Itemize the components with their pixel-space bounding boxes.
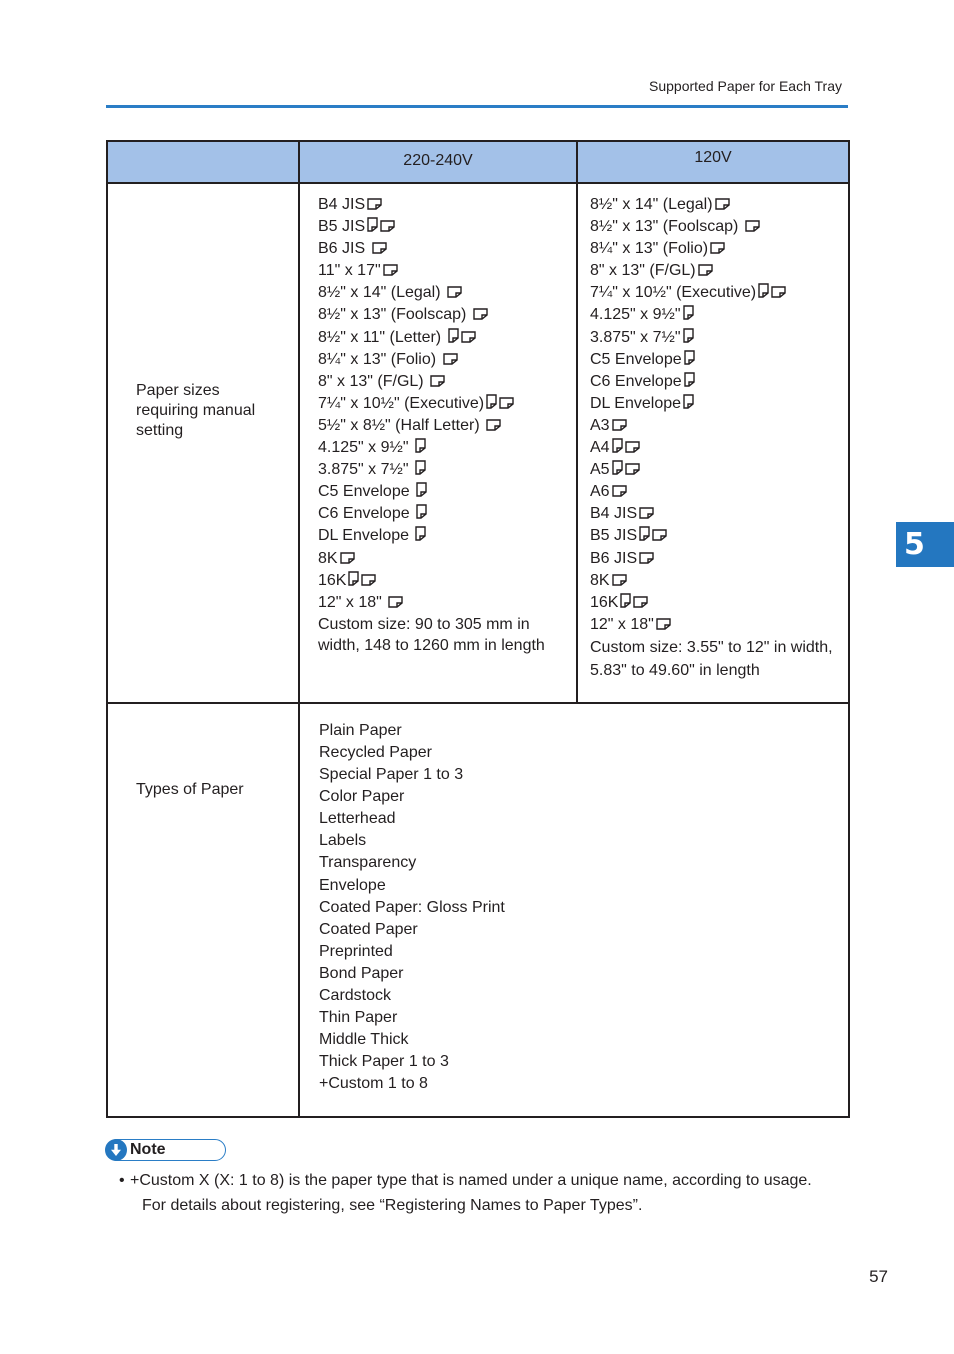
landscape-paper-icon: [473, 305, 488, 327]
paper-size-item: [318, 437, 568, 459]
paper-size-item: [590, 503, 840, 525]
paper-size-text: 8½" x 13" (Foolscap): [318, 306, 471, 324]
paper-size-item: [590, 481, 840, 503]
paper-size-item: [590, 327, 840, 349]
paper-size-item: [318, 371, 568, 393]
paper-size-text: 8¼" x 13" (Folio): [590, 240, 709, 258]
paper-types-cell: [299, 703, 849, 1117]
portrait-paper-icon: [620, 593, 631, 615]
landscape-paper-icon: [639, 504, 654, 526]
landscape-paper-icon: [612, 416, 627, 438]
paper-size-text: 8¼" x 13" (Folio): [318, 350, 441, 368]
portrait-paper-icon: [684, 372, 695, 394]
paper-size-item: [318, 216, 568, 238]
paper-size-text: 8½" x 14" (Legal): [590, 196, 713, 213]
landscape-paper-icon: [625, 438, 640, 460]
paper-size-text: 11" x 17": [318, 262, 381, 280]
portrait-paper-icon: [415, 460, 426, 482]
paper-size-text: 3.875" x 7½": [318, 461, 413, 479]
landscape-paper-icon: [652, 526, 667, 548]
landscape-paper-icon: [771, 283, 786, 305]
note-label: Note: [130, 1141, 166, 1158]
landscape-paper-icon: [625, 460, 640, 482]
paper-size-item: [318, 548, 568, 570]
paper-size-text: 8½" x 11" (Letter): [318, 328, 446, 346]
portrait-paper-icon: [758, 283, 769, 305]
paper-size-item: [318, 282, 568, 304]
paper-size-text: 7¼" x 10½" (Executive): [318, 394, 485, 412]
note-line-1: [119, 1168, 849, 1193]
paper-type-item: Thin Paper: [319, 1009, 398, 1027]
paper-size-item: [590, 194, 840, 216]
size-list-220-240v: [318, 194, 568, 614]
portrait-paper-icon: [348, 571, 359, 593]
row-label-types-of-paper: Types of Paper: [136, 780, 244, 798]
paper-size-item: [318, 570, 568, 592]
table-row-paper-types: [107, 703, 849, 1117]
header-cell-220-240v: [299, 141, 577, 183]
paper-size-item: [318, 238, 568, 260]
paper-size-item: [590, 393, 840, 415]
portrait-paper-icon: [683, 305, 694, 327]
landscape-paper-icon: [710, 239, 725, 261]
landscape-paper-icon: [380, 217, 395, 239]
paper-size-item: [590, 437, 840, 459]
landscape-paper-icon: [486, 416, 501, 438]
paper-size-text: B4 JIS: [318, 196, 366, 213]
paper-size-item: [590, 238, 840, 260]
paper-size-text: B5 JIS: [590, 527, 638, 545]
paper-size-text: B6 JIS: [318, 240, 370, 258]
paper-size-item: [590, 304, 840, 326]
chapter-tab: 5: [896, 522, 954, 567]
paper-size-text: 8" x 13" (F/GL): [590, 262, 696, 280]
landscape-paper-icon: [633, 593, 648, 615]
paper-size-item: [318, 459, 568, 481]
paper-type-item: Plain Paper: [319, 721, 402, 739]
paper-size-item: [318, 592, 568, 614]
paper-type-item: Transparency: [319, 854, 417, 872]
portrait-paper-icon: [448, 328, 459, 350]
landscape-paper-icon: [361, 571, 376, 593]
note-text-line-1: +Custom X (X: 1 to 8) is the paper type that is named under a unique name, according to usage.: [130, 1172, 812, 1189]
paper-size-item: [590, 525, 840, 547]
table-row-paper-sizes: [107, 183, 849, 703]
paper-size-text: 5½" x 8½" (Half Letter): [318, 416, 485, 434]
paper-type-item: Bond Paper: [319, 964, 404, 982]
landscape-paper-icon: [443, 350, 458, 372]
paper-size-item: [590, 570, 840, 592]
header-cell-120v: [577, 141, 849, 183]
paper-type-item: Envelope: [319, 876, 386, 894]
portrait-paper-icon: [416, 482, 427, 504]
portrait-paper-icon: [367, 217, 378, 239]
landscape-paper-icon: [461, 328, 476, 350]
landscape-paper-icon: [372, 239, 387, 261]
paper-type-item: Recycled Paper: [319, 743, 432, 761]
paper-size-item: [590, 282, 840, 304]
paper-size-text: C5 Envelope: [318, 483, 415, 501]
paper-size-text: 16K: [318, 571, 347, 589]
paper-type-item: Coated Paper: [319, 920, 418, 938]
paper-size-text: 4.125" x 9½": [590, 306, 681, 324]
header-label-120v: 120V: [694, 149, 732, 166]
paper-size-text: C5 Envelope: [590, 350, 682, 368]
paper-size-text: DL Envelope: [318, 527, 414, 545]
note-text-line-2: For details about registering, see “Registering Names to Paper Types”.: [142, 1197, 643, 1214]
paper-size-text: 3.875" x 7½": [590, 328, 681, 346]
paper-size-text: 12" x 18": [590, 615, 654, 633]
page-number: 57: [869, 1267, 888, 1286]
landscape-paper-icon: [430, 372, 445, 394]
paper-size-text: A5: [590, 461, 610, 479]
paper-size-item: [318, 525, 568, 547]
paper-size-item: [590, 349, 840, 371]
size-list-120v: [590, 194, 840, 636]
paper-size-text: C6 Envelope: [590, 372, 682, 390]
landscape-paper-icon: [656, 615, 671, 637]
paper-size-text: 12" x 18": [318, 593, 387, 611]
header-cell-blank: [107, 141, 299, 183]
sizes-cell-220-240v: [299, 183, 577, 703]
portrait-paper-icon: [683, 394, 694, 416]
header-label-220-240v: 220-240V: [403, 152, 473, 169]
paper-size-item: [590, 592, 840, 614]
paper-size-text: 16K: [590, 593, 619, 611]
paper-size-item: [590, 260, 840, 282]
paper-size-item: [318, 304, 568, 326]
paper-size-text: A4: [590, 439, 610, 457]
paper-size-item: [590, 459, 840, 481]
row-label-paper-sizes: Paper sizes requiring manual setting: [136, 382, 256, 440]
paper-size-item: [318, 481, 568, 503]
paper-size-item: [318, 503, 568, 525]
custom-size-220-240v: Custom size: 90 to 305 mm in width, 148 to 1260 mm in length: [318, 615, 545, 654]
paper-type-item: Thick Paper 1 to 3: [319, 1053, 449, 1071]
portrait-paper-icon: [415, 526, 426, 548]
landscape-paper-icon: [715, 195, 730, 217]
portrait-paper-icon: [639, 526, 650, 548]
paper-size-text: B6 JIS: [590, 549, 638, 567]
note-badge: [106, 1139, 226, 1161]
paper-size-text: 8½" x 13" (Foolscap): [590, 218, 743, 236]
paper-size-item: [318, 349, 568, 371]
paper-type-item: +Custom 1 to 8: [319, 1075, 428, 1093]
paper-size-text: B5 JIS: [318, 218, 366, 236]
row-label-cell-types: [107, 703, 299, 1117]
running-head: Supported Paper for Each Tray: [649, 78, 842, 94]
paper-size-text: A3: [590, 416, 610, 434]
paper-size-text: 7¼" x 10½" (Executive): [590, 284, 757, 302]
portrait-paper-icon: [416, 504, 427, 526]
paper-type-item: Labels: [319, 832, 367, 850]
portrait-paper-icon: [683, 328, 694, 350]
landscape-paper-icon: [383, 261, 398, 283]
paper-size-text: 8K: [318, 549, 338, 567]
portrait-paper-icon: [612, 438, 623, 460]
custom-size-120v: Custom size: 3.55" to 12" in width, 5.83" to 49.60" in length: [590, 638, 833, 679]
row-label-cell-sizes: [107, 183, 299, 703]
paper-size-text: 4.125" x 9½": [318, 439, 413, 457]
paper-size-item: [318, 194, 568, 216]
portrait-paper-icon: [486, 394, 497, 416]
paper-size-item: [590, 371, 840, 393]
header-rule: [106, 105, 848, 108]
portrait-paper-icon: [612, 460, 623, 482]
paper-size-item: [318, 393, 568, 415]
paper-type-item: Cardstock: [319, 987, 392, 1004]
bullet: •: [119, 1172, 125, 1189]
paper-size-text: B4 JIS: [590, 505, 638, 523]
paper-size-item: [590, 614, 840, 636]
paper-types-list: [319, 720, 840, 1096]
paper-size-text: 8½" x 14" (Legal): [318, 284, 445, 302]
sizes-cell-120v: [577, 183, 849, 703]
paper-size-item: [318, 327, 568, 349]
paper-type-item: Color Paper: [319, 788, 405, 806]
landscape-paper-icon: [612, 571, 627, 593]
note-body: [119, 1168, 849, 1218]
paper-size-text: 8K: [590, 571, 610, 589]
paper-type-item: Letterhead: [319, 810, 396, 828]
landscape-paper-icon: [612, 482, 627, 504]
paper-size-item: [590, 548, 840, 570]
portrait-paper-icon: [415, 438, 426, 460]
paper-size-text: C6 Envelope: [318, 505, 415, 523]
landscape-paper-icon: [388, 593, 403, 615]
landscape-paper-icon: [367, 195, 382, 217]
landscape-paper-icon: [499, 394, 514, 416]
paper-type-item: Preprinted: [319, 942, 393, 960]
paper-type-item: Special Paper 1 to 3: [319, 766, 464, 784]
paper-type-item: Middle Thick: [319, 1031, 409, 1049]
portrait-paper-icon: [684, 350, 695, 372]
landscape-paper-icon: [447, 283, 462, 305]
down-arrow-icon: [105, 1139, 127, 1161]
paper-type-item: Coated Paper: Gloss Print: [319, 898, 505, 916]
landscape-paper-icon: [340, 549, 355, 571]
paper-size-text: A6: [590, 483, 610, 501]
landscape-paper-icon: [698, 261, 713, 283]
landscape-paper-icon: [745, 217, 760, 239]
paper-size-text: DL Envelope: [590, 394, 682, 412]
table-header-row: [107, 141, 849, 183]
landscape-paper-icon: [639, 549, 654, 571]
paper-size-text: 8" x 13" (F/GL): [318, 372, 429, 390]
paper-size-item: [318, 415, 568, 437]
paper-size-item: [590, 216, 840, 238]
paper-size-item: [318, 260, 568, 282]
paper-support-table: [106, 140, 850, 1118]
paper-size-item: [590, 415, 840, 437]
